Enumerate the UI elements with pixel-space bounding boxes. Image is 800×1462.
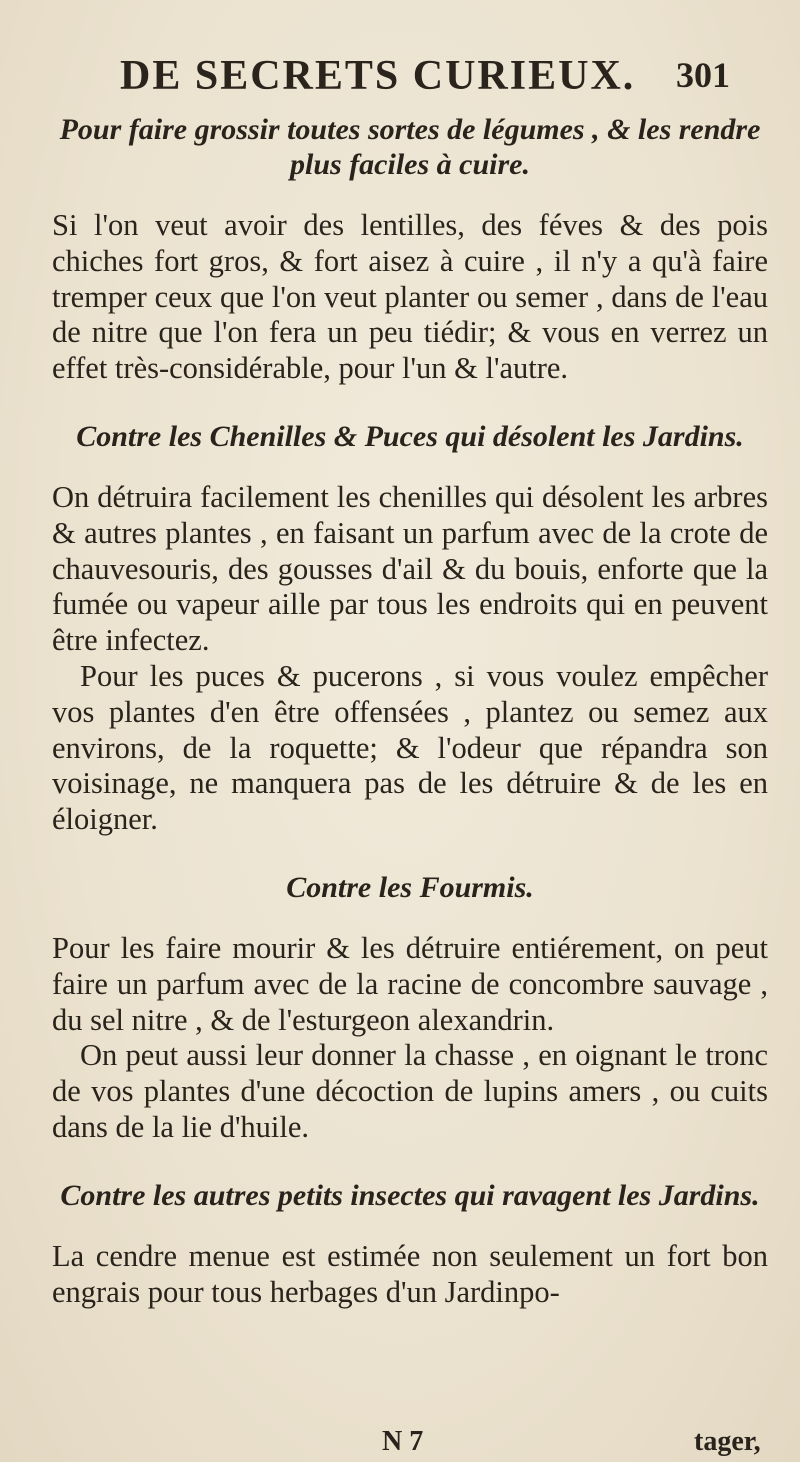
section-heading-legumes: Pour faire grossir toutes sortes de légumes , & les rendre plus faciles à cuire. [59, 113, 761, 181]
paragraph-puces: Pour les puces & pucerons , si vous voulez empêcher vos plantes d'en être offensées , plantez ou semez aux environs, de la roquette; & l'odeur que répandra son voisinage, ne manquera pas de les détruire & de les en éloigner. [52, 658, 768, 837]
paragraph-fourmis-1: Pour les faire mourir & les détruire entiérement, on peut faire un parfum avec de la racine de concombre sauvage , du sel nitre , & de l'esturgeon alexandrin. [52, 930, 768, 1037]
paragraph-fourmis-2: On peut aussi leur donner la chasse , en oignant le tronc de vos plantes d'une décoction de lupins amers , ou cuits dans de la lie d'huile. [52, 1038, 768, 1144]
signature-mark: N 7 [382, 1426, 424, 1457]
paragraph-chenilles: On détruira facilement les chenilles qui désolent les arbres & autres plantes , en faisant un parfum avec de la crote de chauvesouris, des gousses d'ail & du bouis, enforte que la fumée ou vapeur aille par tous les endroits qui en peuvent être infectez. [52, 479, 768, 658]
paragraph-legumes: Si l'on veut avoir des lentilles, des féves & des pois chiches fort gros, & fort aisez à cuire , il n'y a qu'à faire tremper ceux que l'on veut planter ou semer , dans de l'eau de nitre que l'on fera un peu tiédir; & vous en verrez un effet très-considérable, pour l'un & l'autre. [52, 208, 768, 386]
running-head-title: DE SECRETS CURIEUX. [120, 53, 636, 99]
section-heading-chenilles: Contre les Chenilles & Puces qui désolent les Jardins. [76, 419, 744, 453]
section-heading-fourmis: Contre les Fourmis. [286, 870, 534, 904]
running-head [90, 52, 730, 102]
catchword: tager, [694, 1426, 761, 1457]
paragraph-insectes: La cendre menue est estimée non seulement un fort bon engrais pour tous herbages d'un Jardinpo- [52, 1238, 768, 1309]
page-number: 301 [676, 55, 730, 95]
text-block [52, 112, 768, 1310]
section-heading-insectes: Contre les autres petits insectes qui ravagent les Jardins. [60, 1178, 760, 1212]
